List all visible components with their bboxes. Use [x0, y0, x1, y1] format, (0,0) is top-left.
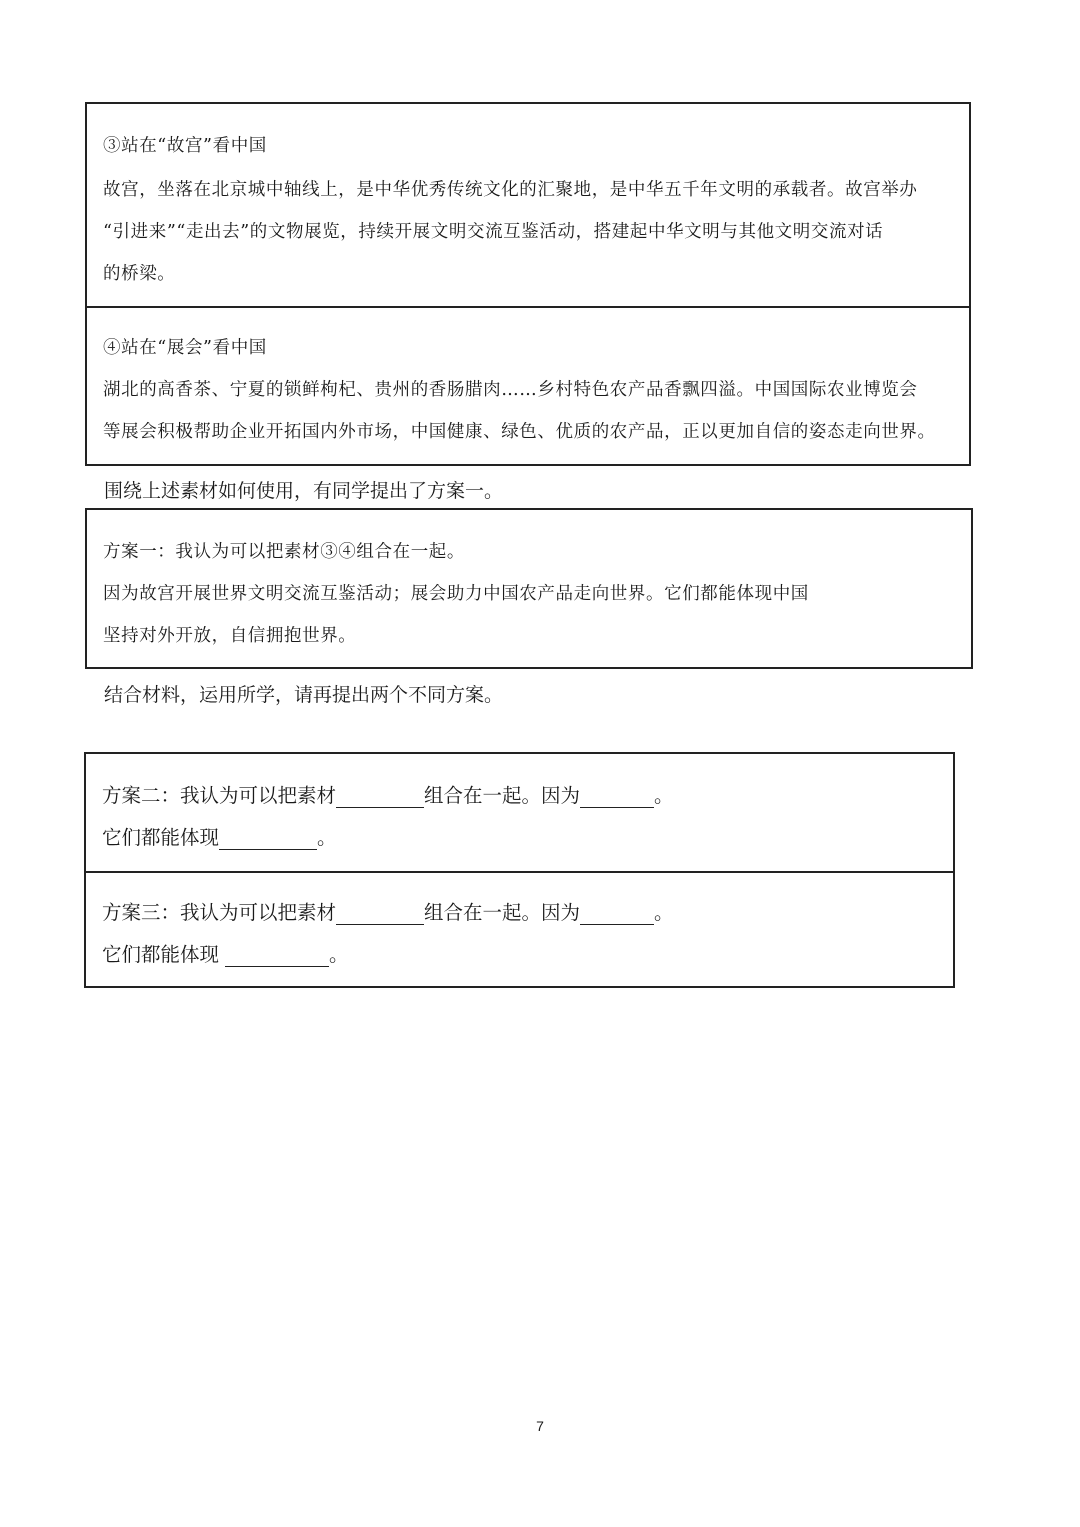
plan-1-box — [85, 508, 973, 669]
plan-2-cell — [86, 754, 953, 872]
material-3-line-3: 的桥梁。 — [103, 264, 176, 284]
materials-box — [85, 102, 971, 466]
plan-2-line-2 — [102, 822, 337, 850]
intro-text: 围绕上述素材如何使用，有同学提出了方案一。 — [104, 480, 504, 502]
plan-1-title: 方案一：我认为可以把素材③④组合在一起。 — [103, 542, 465, 562]
material-4-line-2: 等展会积极帮助企业开拓国内外市场，中国健康、绿色、优质的农产品，正以更加自信的姿态走向世界。 — [103, 422, 936, 442]
material-3-line-2: “引进来”“走出去”的文物展览，持续开展文明交流互鉴活动，搭建起中华文明与其他文明交流对话 — [103, 222, 884, 242]
material-3-title: ③站在“故宫”看中国 — [103, 136, 267, 156]
plan-3-line-2 — [102, 939, 349, 967]
plan-3-embody-blank[interactable] — [225, 946, 329, 967]
plan-2-embody-blank[interactable] — [219, 829, 317, 850]
plan-3-reason-blank[interactable] — [580, 904, 654, 925]
plan-1-line-1: 因为故宫开展世界文明交流互鉴活动；展会助力中国农产品走向世界。它们都能体现中国 — [103, 584, 809, 604]
material-4-title: ④站在“展会”看中国 — [103, 338, 267, 358]
material-4-cell — [87, 306, 969, 464]
plan-2-prefix: 方案二：我认为可以把素材 — [102, 784, 337, 807]
plan-2-line-1 — [102, 780, 674, 808]
plan-3-line-1 — [102, 897, 674, 925]
plan-2-middle: 组合在一起。因为 — [424, 784, 581, 807]
page-number: 7 — [536, 1418, 544, 1434]
plan-2-materials-blank[interactable] — [336, 787, 424, 808]
plan-1-line-2: 坚持对外开放，自信拥抱世界。 — [103, 626, 357, 646]
material-4-line-1: 湖北的高香茶、宁夏的锁鲜枸杞、贵州的香肠腊肉……乡村特色农产品香飘四溢。中国国际农业博览会 — [103, 380, 918, 400]
plan-2-reason-blank[interactable] — [580, 787, 654, 808]
instruction-text: 结合材料，运用所学，请再提出两个不同方案。 — [104, 684, 504, 706]
plan-3-period-2: 。 — [329, 943, 349, 966]
plan-2-period-2: 。 — [317, 826, 337, 849]
plan-3-prefix: 方案三：我认为可以把素材 — [102, 901, 337, 924]
plan-3-materials-blank[interactable] — [336, 904, 424, 925]
material-3-line-1: 故宫，坐落在北京城中轴线上，是中华优秀传统文化的汇聚地，是中华五千年文明的承载者。故宫举办 — [103, 180, 918, 200]
plan-3-period-1: 。 — [654, 901, 674, 924]
plan-3-embody-label: 它们都能体现 — [102, 943, 220, 966]
plans-answer-box — [84, 752, 955, 988]
plan-2-embody-label: 它们都能体现 — [102, 826, 220, 849]
material-3-cell — [87, 104, 969, 306]
plan-3-cell — [86, 871, 953, 986]
plan-3-middle: 组合在一起。因为 — [424, 901, 581, 924]
plan-2-period-1: 。 — [654, 784, 674, 807]
